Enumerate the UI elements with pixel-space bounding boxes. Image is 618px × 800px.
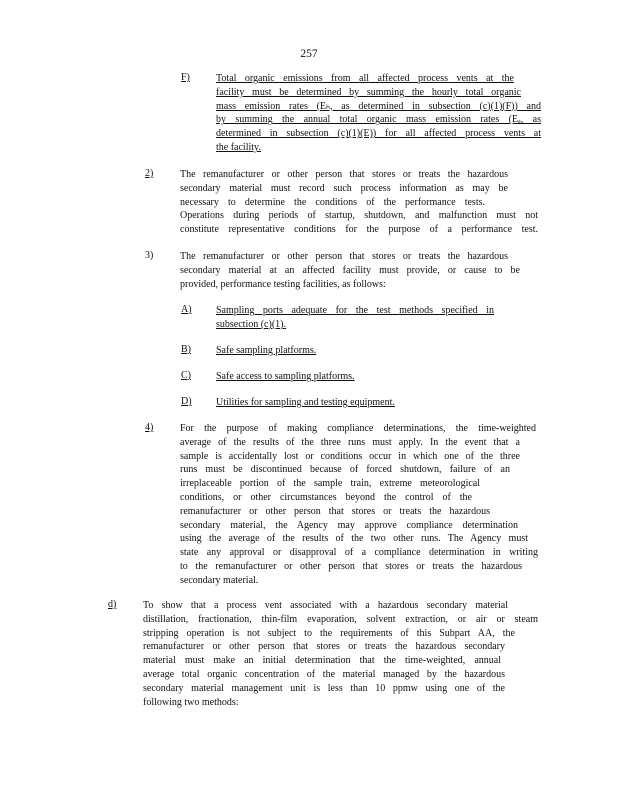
- text-line: sample is accidentally lost or conditions occur in which one of the three: [180, 450, 520, 462]
- text-line: Utilities for sampling and testing equipment.: [216, 397, 395, 408]
- text-line: determined in subsection (c)(1)(E)) for all affected process vents at: [216, 128, 541, 140]
- text-line: average total organic concentration of the material managed by the hazardous: [143, 668, 505, 680]
- text-line: runs must be discontinued because of forced shutdown, failure of an: [180, 464, 510, 476]
- text-line: secondary material must record such process information as may be: [180, 182, 508, 194]
- text-line: Sampling ports adequate for the test methods specified in: [216, 305, 494, 316]
- text-line: to the remanufacturer or other person that stores or treats the hazardous: [180, 560, 522, 572]
- text-line: using the average of the results of the two other runs. The Agency must: [180, 533, 528, 545]
- item-label: d): [108, 599, 117, 610]
- text-line: state any approval or disapproval of a compliance determination in writing: [180, 547, 538, 559]
- text-line: irreplaceable portion of the sample train, extreme meteorological: [180, 478, 480, 490]
- item-label: D): [181, 396, 192, 407]
- text-line: secondary material.: [180, 574, 259, 586]
- text-line: secondary material management unit is less than 10 ppmw using one of the: [143, 682, 505, 694]
- item-label: F): [181, 72, 190, 83]
- text-line: Operations during periods of startup, shutdown, and malfunction must not: [180, 210, 538, 222]
- item-text: [143, 599, 538, 709]
- text-line: Total organic emissions from all affected process vents at the: [216, 73, 514, 84]
- item-label: B): [181, 344, 191, 355]
- text-line: mass emission rates (Eₕ, as determined in subsection (c)(1)(F)) and: [216, 100, 541, 112]
- text-line: material must make an initial determination that the time-weighted, annual: [143, 655, 501, 667]
- item-label: 3): [145, 250, 154, 261]
- item-text: [180, 250, 520, 291]
- text-line: provided, performance testing facilities, as follows:: [180, 278, 386, 290]
- item-text: [216, 370, 396, 384]
- item-text: [216, 72, 541, 155]
- text-line: Safe access to sampling platforms.: [216, 371, 355, 382]
- text-line: Safe sampling platforms.: [216, 345, 317, 356]
- item-text: [216, 344, 356, 358]
- item-label: 4): [145, 422, 154, 433]
- item-text: [180, 168, 538, 237]
- page-number: 257: [300, 48, 318, 60]
- text-line: subsection (c)(1).: [216, 318, 286, 330]
- text-line: by summing the annual total organic mass emission rates (Eₐ, as: [216, 114, 541, 126]
- text-line: facility must be determined by summing the hourly total organic: [216, 86, 521, 98]
- item-label: A): [181, 304, 192, 315]
- text-line: secondary material, the Agency may approve compliance determination: [180, 519, 518, 531]
- text-line: remanufacturer or other person that stores or treats the hazardous secondary: [143, 641, 505, 653]
- item-text: [216, 396, 436, 410]
- text-line: secondary material at an affected facility must provide, or cause to be: [180, 264, 520, 276]
- item-label: 2): [145, 168, 154, 179]
- text-line: necessary to determine the conditions of the performance tests.: [180, 196, 485, 208]
- item-label: C): [181, 370, 191, 381]
- text-line: remanufacturer or other person that stores or treats the hazardous: [180, 505, 490, 517]
- text-line: To show that a process vent associated with a hazardous secondary material: [143, 600, 508, 611]
- item-text: [216, 304, 494, 332]
- text-line: the facility.: [216, 141, 261, 153]
- text-line: stripping operation is not subject to the requirements of this Subpart AA, the: [143, 627, 515, 639]
- text-line: following two methods:: [143, 696, 239, 708]
- text-line: The remanufacturer or other person that stores or treats the hazardous: [180, 169, 508, 180]
- text-line: constitute representative conditions for the purpose of a performance test.: [180, 224, 538, 236]
- item-text: [180, 422, 540, 588]
- text-line: distillation, fractionation, thin-film evaporation, solvent extraction, or air or steam: [143, 613, 538, 625]
- text-line: average of the results of the three runs must apply. In the event that a: [180, 436, 520, 448]
- text-line: conditions, or other circumstances beyond the control of the: [180, 491, 472, 503]
- text-line: For the purpose of making compliance determinations, the time-weighted: [180, 423, 536, 434]
- text-line: The remanufacturer or other person that stores or treats the hazardous: [180, 251, 508, 262]
